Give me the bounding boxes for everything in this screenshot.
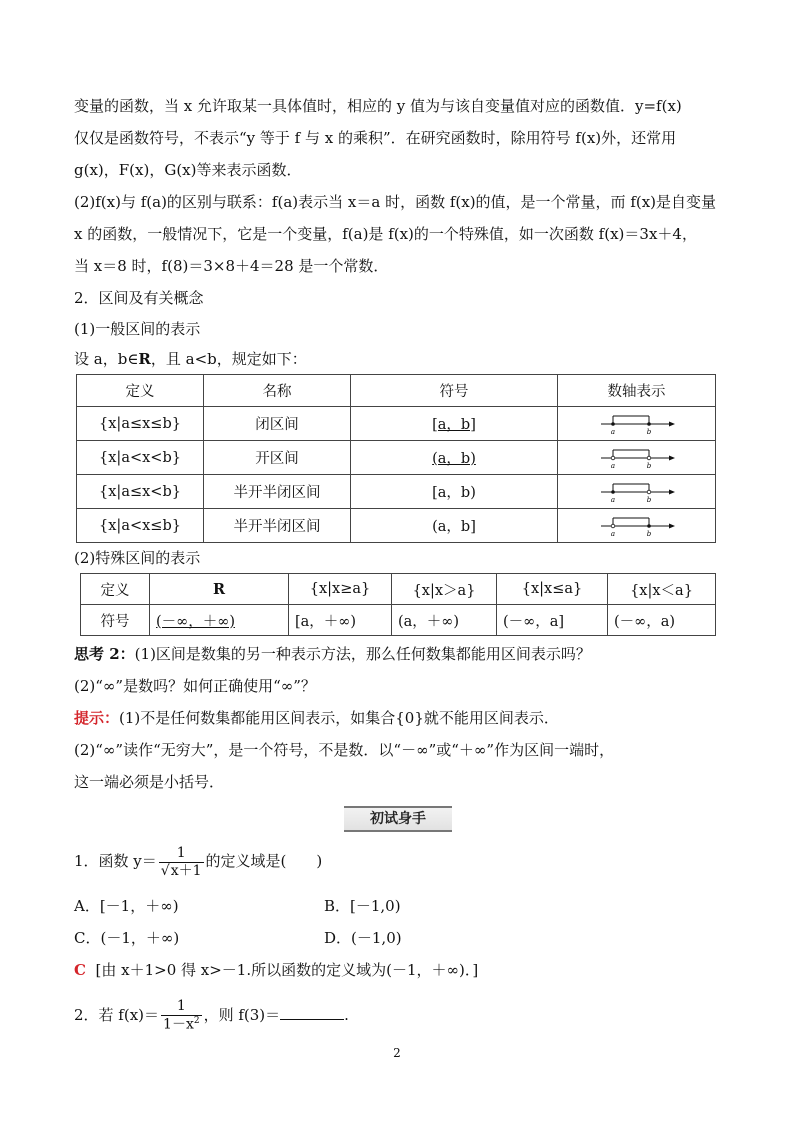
symbol-text: [a，b] (432, 417, 476, 433)
header-cell: 名称 (204, 375, 351, 407)
option-d: D．(－1,0) (324, 929, 402, 947)
q2-prefix: 2．若 f(x)＝ (74, 1006, 160, 1024)
table-header-row (77, 375, 716, 407)
number-line-open (599, 446, 675, 470)
options-row (74, 890, 722, 922)
symbol-cell (150, 605, 289, 636)
number-line-closed (599, 412, 675, 436)
think-label: 思考 2： (74, 645, 135, 663)
option-a: A．[－1，＋∞) (74, 897, 179, 915)
header-cell: 定义 (81, 574, 150, 605)
paragraph-line: (2)f(x)与 f(a)的区别与联系：f(a)表示当 x＝a 时，函数 f(x)的值，是一个常量，而 f(x)是自变量 (74, 193, 717, 211)
definition-cell: {x|a<x<b} (77, 441, 204, 475)
section-title-banner (74, 806, 722, 832)
hint-answer-2: (2)“∞”读作“无穷大”，是一个符号，不是数．以“－∞”或“＋∞”作为区间一端时， (74, 741, 615, 759)
axis-label-a: a (610, 427, 615, 436)
axis-label-b: b (646, 529, 651, 538)
axis-label-a: a (610, 461, 615, 470)
definition-cell: {x|a≤x≤b} (77, 407, 204, 441)
q2-end: . (344, 1006, 349, 1024)
q1-suffix: 的定义域是( ) (205, 852, 323, 870)
axis-label-b: b (646, 427, 651, 436)
definition-cell: {x|x＞a} (392, 574, 497, 605)
q2-numerator: 1 (176, 998, 186, 1015)
setup-rest: ，且 a<b，规定如下： (150, 350, 307, 368)
axis-label-b: b (646, 461, 651, 470)
general-interval-table (76, 374, 716, 543)
name-cell: 半开半闭区间 (204, 475, 351, 509)
number-line-half-open-right (599, 480, 675, 504)
axis-label-b: b (646, 495, 651, 504)
table-row (77, 441, 716, 475)
q1-prefix: 1．函数 y＝ (74, 852, 157, 870)
q2-den-base: 1－x (163, 1016, 194, 1033)
answer-letter: C (74, 961, 86, 979)
q1-denominator: √x＋1 (160, 862, 202, 879)
symbol-cell: (－∞，a) (608, 605, 716, 636)
think-question-2: (2)“∞”是数吗？如何正确使用“∞”？ (74, 677, 316, 695)
header-cell: 符号 (81, 605, 150, 636)
hint-label: 提示： (74, 709, 120, 727)
section-title: 初试身手 (344, 806, 452, 832)
subsection-heading: (2)特殊区间的表示 (74, 549, 201, 567)
table-row (77, 475, 716, 509)
q2-fraction (161, 998, 202, 1033)
setup-line (74, 344, 722, 374)
symbol-text: (a，b) (432, 451, 476, 467)
option-b: B．[－1,0) (324, 897, 401, 915)
think-question-1: (1)区间是数集的另一种表示方法，那么任何数集都能用区间表示吗？ (134, 645, 591, 663)
name-cell: 开区间 (204, 441, 351, 475)
definition-cell: {x|x＜a} (608, 574, 716, 605)
header-cell: 符号 (351, 375, 558, 407)
symbol-cell (351, 441, 558, 475)
hint-answer-1: (1)不是任何数集都能用区间表示，如集合{0}就不能用区间表示． (119, 709, 559, 727)
definition-cell: {x|x≤a} (497, 574, 608, 605)
page-number: 2 (393, 1046, 401, 1060)
definition-cell: {x|a≤x<b} (77, 475, 204, 509)
set-r: R (138, 350, 151, 368)
definition-cell: R (150, 574, 289, 605)
q1-radicand: x＋1 (170, 862, 202, 879)
symbol-cell: (－∞，a] (497, 605, 608, 636)
axis-label-a: a (610, 529, 615, 538)
answer-explanation: [由 x＋1>0 得 x>－1.所以函数的定义域为(－1，＋∞)．] (95, 961, 479, 979)
number-line-half-open-left (599, 514, 675, 538)
table-row (77, 407, 716, 441)
q1-numerator: 1 (176, 844, 186, 861)
think-question-line (74, 638, 722, 670)
header-cell: 定义 (77, 375, 204, 407)
answer-line (74, 954, 722, 986)
special-interval-table (80, 573, 716, 636)
symbol-cell: (a，＋∞) (392, 605, 497, 636)
number-line-cell (558, 475, 716, 509)
hint-line (74, 702, 722, 734)
subsection-heading: (1)一般区间的表示 (74, 320, 201, 338)
q2-exponent: 2 (193, 1016, 200, 1027)
table-row (81, 574, 716, 605)
symbol-cell: (a，b] (351, 509, 558, 543)
answer-blank[interactable] (280, 1003, 344, 1020)
setup-text: 设 a，b∈ (74, 350, 139, 368)
question-1 (74, 838, 722, 884)
paragraph-line: 仅仅是函数符号，不表示“y 等于 f 与 x 的乘积”．在研究函数时，除用符号 f(x)外，还常用 (74, 129, 677, 147)
symbol-cell: [a，＋∞) (289, 605, 392, 636)
axis-label-a: a (610, 495, 615, 504)
name-cell: 半开半闭区间 (204, 509, 351, 543)
document-page (74, 90, 722, 1040)
paragraph-line: 变量的函数，当 x 允许取某一具体值时，相应的 y 值为与该自变量值对应的函数值．y=f(x) (74, 97, 682, 115)
number-line-cell (558, 441, 716, 475)
symbol-cell (351, 407, 558, 441)
symbol-text: (－∞，＋∞) (156, 613, 235, 630)
q1-fraction (159, 845, 204, 880)
header-cell: 数轴表示 (558, 375, 716, 407)
definition-cell: {x|x≥a} (289, 574, 392, 605)
q2-mid: ，则 f(3)＝ (203, 1006, 281, 1024)
paragraph-line: x 的函数，一般情况下，它是一个变量，f(a)是 f(x)的一个特殊值，如一次函数 f(x)＝3x＋4， (74, 225, 697, 243)
question-2 (74, 990, 722, 1040)
options-row (74, 922, 722, 954)
paragraph-line: g(x)，F(x)，G(x)等来表示函数． (74, 161, 302, 179)
section-heading: 2．区间及有关概念 (74, 289, 204, 307)
definition-cell: {x|a<x≤b} (77, 509, 204, 543)
number-line-cell (558, 509, 716, 543)
q2-denominator (161, 1015, 202, 1033)
name-cell: 闭区间 (204, 407, 351, 441)
option-c: C．(－1，＋∞) (74, 929, 180, 947)
paragraph-line: 当 x＝8 时，f(8)＝3×8＋4＝28 是一个常数． (74, 257, 389, 275)
hint-answer-3: 这一端必须是小括号． (74, 773, 225, 791)
table-row (77, 509, 716, 543)
symbol-cell: [a，b) (351, 475, 558, 509)
table-row (81, 605, 716, 636)
number-line-cell (558, 407, 716, 441)
